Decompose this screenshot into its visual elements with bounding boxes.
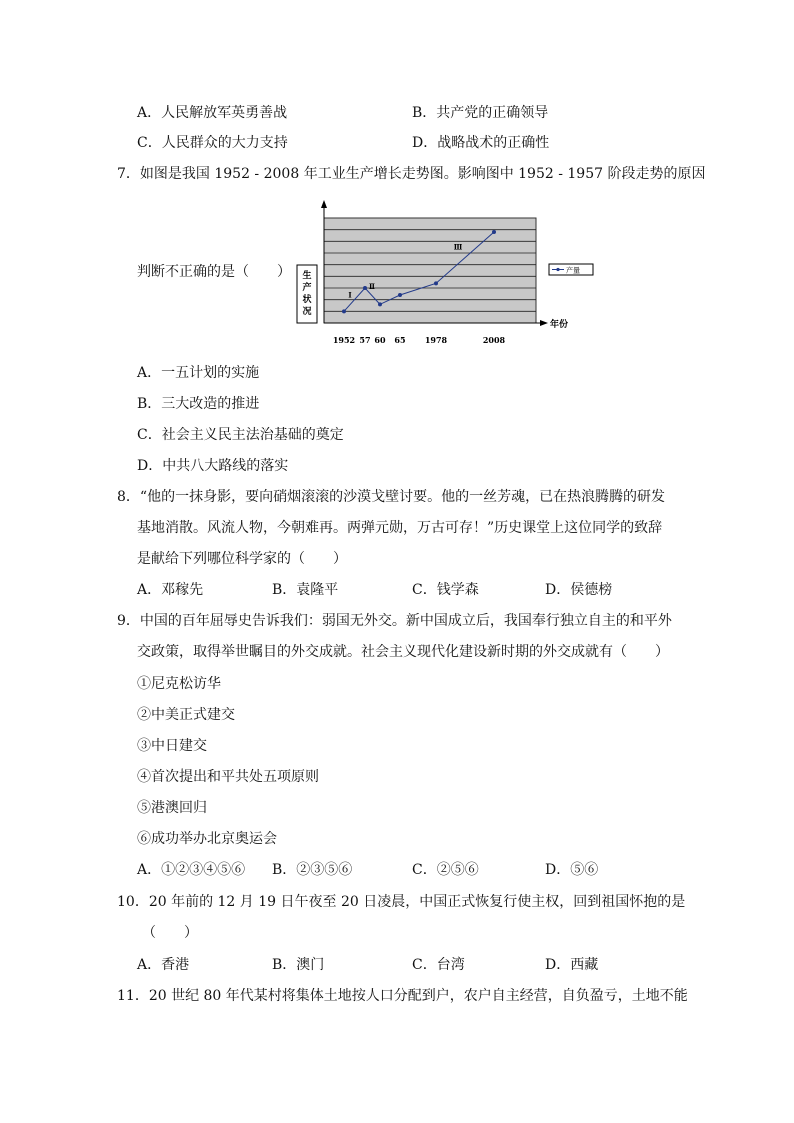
q7-stem: 7．如图是我国 1952 - 2008 年工业生产增长走势图。影响图中 1952 - 1957 阶段走势的原因 bbox=[117, 166, 706, 182]
q7-option-c: C．社会主义民主法治基础的奠定 bbox=[137, 427, 344, 443]
q7-option-d: D．中共八大路线的落实 bbox=[137, 458, 289, 474]
x-tick-label: 57 bbox=[359, 335, 371, 345]
stage-label: Ⅱ bbox=[369, 282, 375, 292]
q10-option-c: C．台湾 bbox=[412, 957, 465, 973]
q10-option-a: A．香港 bbox=[137, 957, 190, 973]
x-tick-label: 1952 bbox=[332, 335, 356, 345]
q10-stem: 10．20 年前的 12 月 19 日午夜至 20 日凌晨，中国正式恢复行使主权，回到祖国怀抱的是 bbox=[117, 894, 686, 910]
q9-item-1: ①尼克松访华 bbox=[137, 676, 221, 692]
q11-stem: 11．20 世纪 80 年代某村将集体土地按人口分配到户，农户自主经营，自负盈亏，土地不能 bbox=[117, 988, 688, 1004]
industrial-production-chart bbox=[292, 200, 612, 352]
q8-option-d: D．侯德榜 bbox=[545, 582, 613, 598]
data-point bbox=[342, 309, 346, 313]
q7-stem-continued: 判断不正确的是（ ） bbox=[137, 264, 291, 280]
q9-stem: 9．中国的百年屈辱史告诉我们：弱国无外交。新中国成立后，我国奉行独立自主的和平外 bbox=[117, 613, 672, 629]
q6-option-b: B．共产党的正确领导 bbox=[412, 105, 549, 121]
data-point bbox=[378, 302, 382, 306]
q9-stem-line2: 交政策，取得举世瞩目的外交成就。社会主义现代化建设新时期的外交成就有（ ） bbox=[137, 644, 669, 660]
x-tick-label: 60 bbox=[374, 335, 386, 345]
x-axis-label: 年份 bbox=[550, 320, 569, 330]
data-point bbox=[492, 230, 496, 234]
q6-option-a: A．人民解放军英勇善战 bbox=[137, 105, 288, 121]
q10-option-b: B．澳门 bbox=[272, 957, 325, 973]
q9-item-5: ⑤港澳回归 bbox=[137, 800, 207, 816]
q8-option-b: B．袁隆平 bbox=[272, 582, 339, 598]
q10-option-d: D．西藏 bbox=[545, 957, 599, 973]
q7-option-a: A．一五计划的实施 bbox=[137, 365, 260, 381]
stage-label: Ⅲ bbox=[453, 242, 463, 252]
legend-marker bbox=[556, 268, 559, 271]
q9-item-3: ③中日建交 bbox=[137, 738, 207, 754]
q6-option-c: C．人民群众的大力支持 bbox=[137, 135, 288, 151]
q9-option-d: D．⑤⑥ bbox=[545, 862, 599, 878]
stage-label: Ⅰ bbox=[348, 290, 352, 300]
q8-stem: 8．“他的一抹身影，要向硝烟滚滚的沙漠戈壁讨要。他的一丝芳魂，已在热浪腾腾的研发 bbox=[117, 489, 666, 505]
q10-stem-line2: （ ） bbox=[142, 925, 198, 941]
q9-item-4: ④首次提出和平共处五项原则 bbox=[137, 769, 319, 785]
x-tick-label: 1978 bbox=[424, 335, 448, 345]
chart-svg bbox=[292, 200, 612, 352]
q8-option-a: A．邓稼先 bbox=[137, 582, 204, 598]
q9-option-b: B．②③⑤⑥ bbox=[272, 862, 353, 878]
x-tick-label: 65 bbox=[394, 335, 406, 345]
data-point bbox=[434, 281, 438, 285]
data-point bbox=[363, 286, 367, 290]
q6-option-d: D．战略战术的正确性 bbox=[412, 135, 550, 151]
x-tick-label: 2008 bbox=[482, 335, 506, 345]
q9-item-2: ②中美正式建交 bbox=[137, 707, 235, 723]
q8-option-c: C．钱学森 bbox=[412, 582, 479, 598]
y-axis-label-char: 状 bbox=[302, 295, 312, 305]
q9-option-c: C．②⑤⑥ bbox=[412, 862, 479, 878]
q7-option-b: B．三大改造的推进 bbox=[137, 396, 260, 412]
y-axis-arrow bbox=[321, 200, 327, 208]
q9-option-a: A．①②③④⑤⑥ bbox=[137, 862, 246, 878]
q8-stem-line2: 基地消散。风流人物，今朝难再。两弹元勋，万古可存！”历史课堂上这位同学的致辞 bbox=[137, 520, 663, 536]
y-axis-label-char: 产 bbox=[302, 283, 312, 293]
y-axis-label-char: 况 bbox=[302, 307, 312, 317]
q8-stem-line3: 是献给下列哪位科学家的（ ） bbox=[137, 551, 347, 567]
legend-label: 产量 bbox=[566, 266, 580, 275]
y-axis-label-char: 生 bbox=[302, 271, 312, 281]
data-point bbox=[398, 293, 402, 297]
plot-area bbox=[324, 218, 536, 323]
x-axis-arrow bbox=[540, 320, 548, 326]
q9-item-6: ⑥成功举办北京奥运会 bbox=[137, 831, 277, 847]
